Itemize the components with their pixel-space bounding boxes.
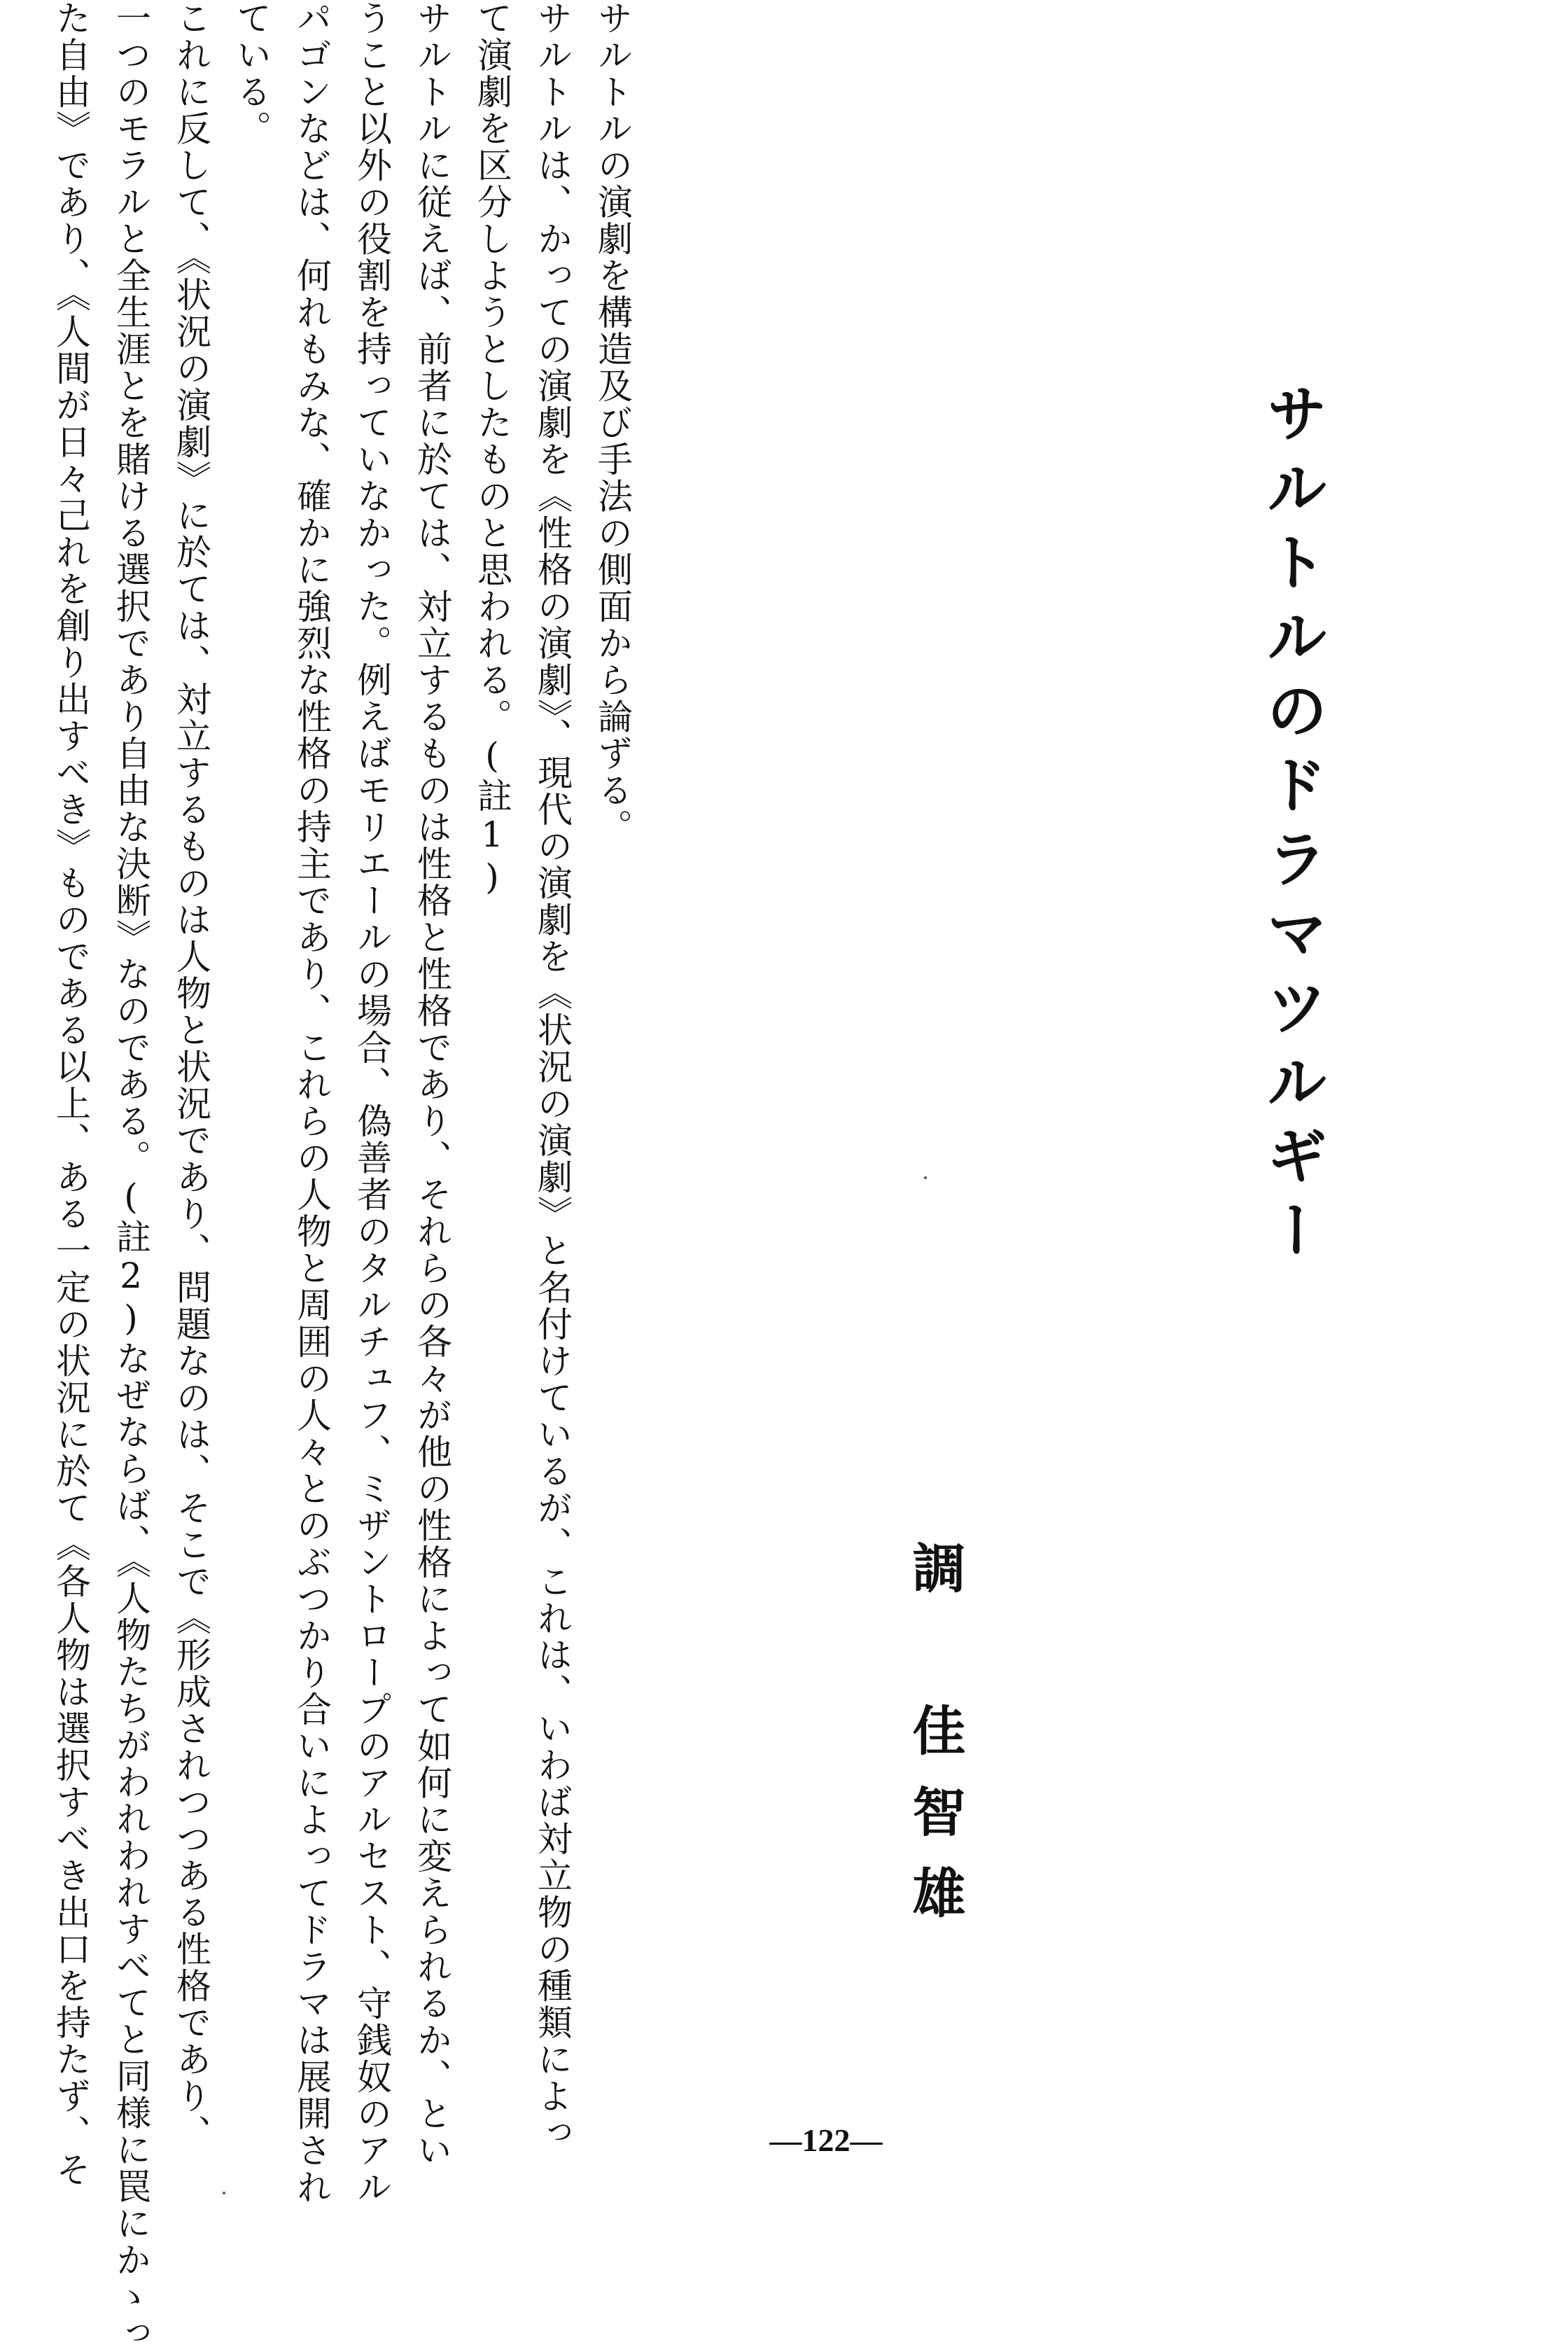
body-line: た自由》であり、《人間が日々己れを創り出すべき》ものである以上、ある一定の状況に於て《各人物は選択すべき出口を持たず、そ xyxy=(50,0,91,2188)
body-line: パゴンなどは、何れもみな、確かに強烈な性格の持主であり、これらの人物と周囲の人々とのぶつかり合いによってドラマは展開され xyxy=(291,0,332,2206)
body-line: ている。 xyxy=(231,0,272,147)
body-line: うこと以外の役割を持っていなかった。例えばモリエールの場合、偽善者のタルチュフ、ミザントロープのアルセスト、守銭奴のアル xyxy=(351,0,392,2206)
body-line: サルトルの演劇を構造及び手法の側面から論ずる。 xyxy=(592,0,633,846)
body-text xyxy=(0,0,633,2352)
body-line: サルトルに従えば、前者に於ては、対立するものは性格と性格であり、それらの各々が他の性格によって如何に変えられるか、とい xyxy=(412,0,452,2169)
scan-speck xyxy=(924,1176,927,1179)
author-name: 調 佳智雄 xyxy=(904,1540,966,1947)
page-number: —122— xyxy=(769,2122,883,2158)
body-line: これに反して、《状況の演劇》に於ては、対立するものは人物と状況であり、問題なのは、そこで《形成されつつある性格であり、 xyxy=(171,0,211,2152)
scan-speck xyxy=(223,2192,225,2194)
article-title: サルトルのドラマツルギー xyxy=(1256,382,1329,1272)
body-line: て演劇を区分しようとしたものと思われる。(註1) xyxy=(472,0,512,899)
body-line: 一つのモラルと全生涯とを賭ける選択であり自由な決断》なのである。(註2)なぜならば、《人物たちがわれわれすべてと同様に罠にかゝっ xyxy=(111,0,151,2352)
body-line: サルトルは、かっての演劇を《性格の演劇》、現代の演劇を《状況の演劇》と名付けているが、これは、いわば対立物の種類によっ xyxy=(532,0,573,2152)
